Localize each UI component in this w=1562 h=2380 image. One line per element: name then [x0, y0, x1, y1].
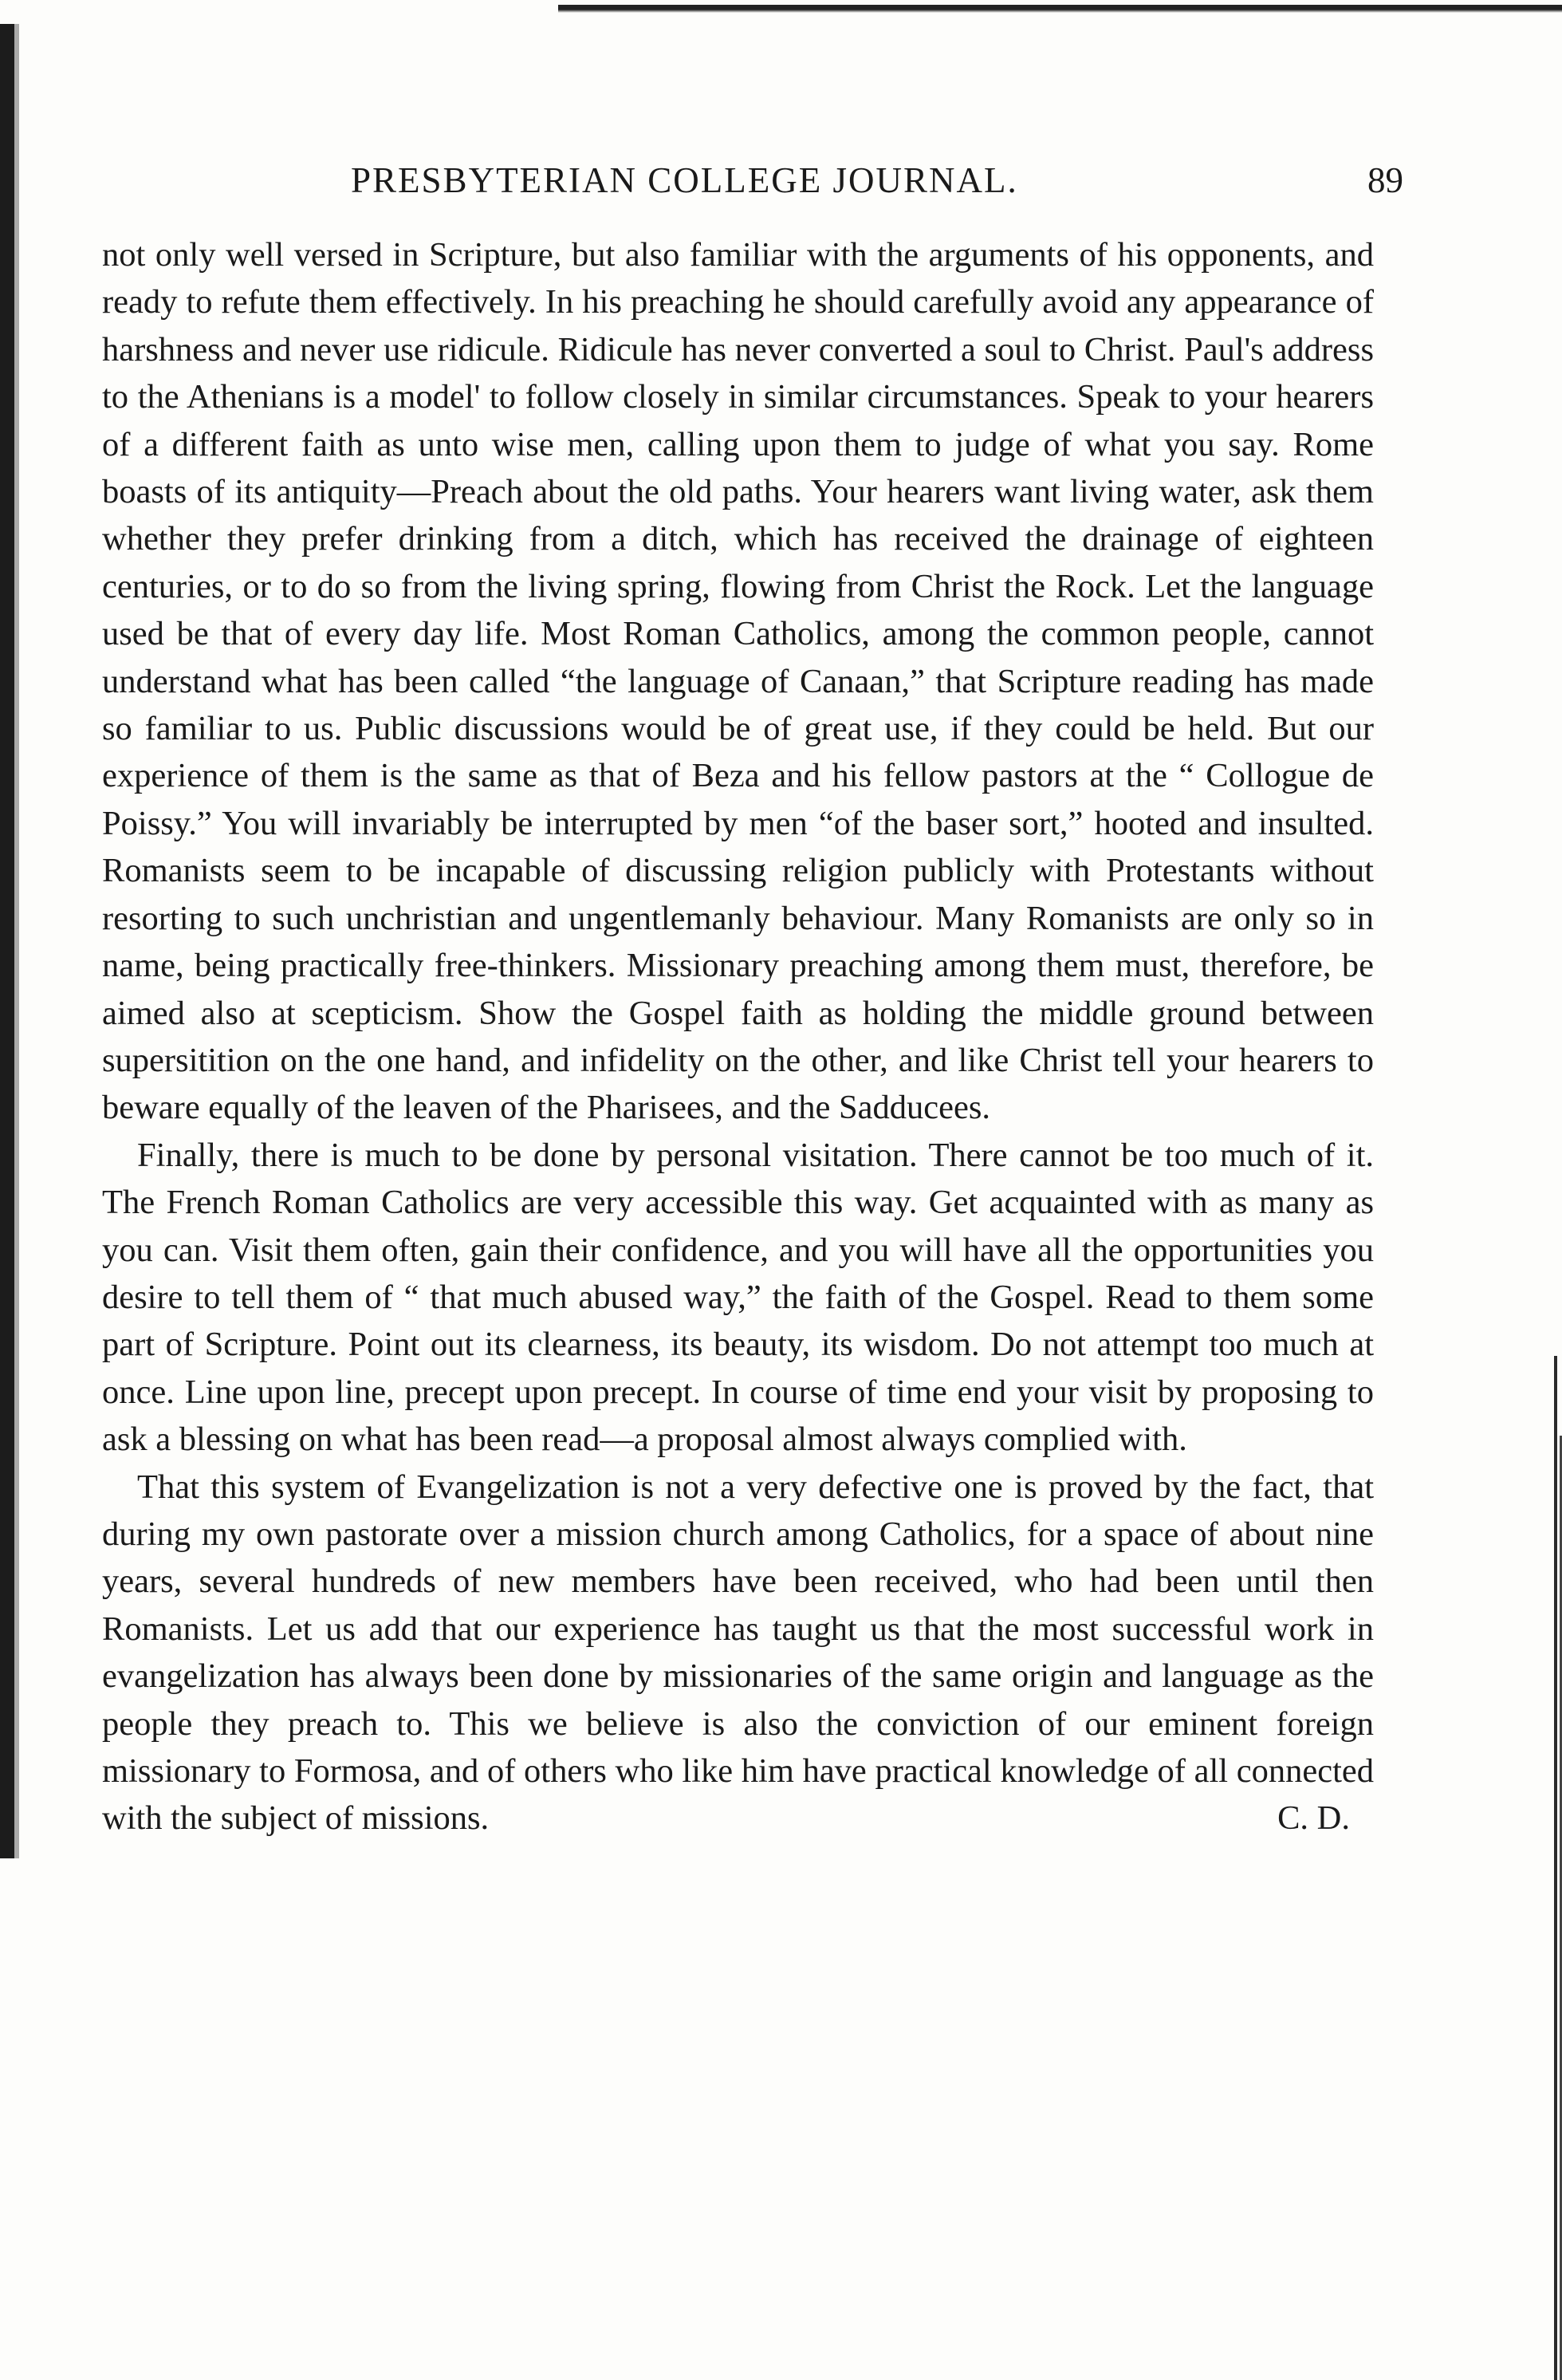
- scan-left-edge-shadow: [14, 24, 19, 1858]
- paragraph-2: Finally, there is much to be done by personal visitation. There cannot be too much of it. The French Roman Catholics are very accessible this way. Get acquainted with as many as you can. Visit them often, gain their confidence, and you will have all the opportunities you desire to tell them of “ that much abused way,” the faith of the Gospel. Read to them some part of Scripture. Point out its clearness, its beauty, its wisdom. Do not attempt too much at once. Line upon line, precept upon precept. In course of time end your visit by proposing to ask a blessing on what has been read—a proposal almost always complied with.: [102, 1136, 1374, 1459]
- page-number: 89: [1367, 160, 1403, 200]
- scan-top-rule: [558, 5, 1562, 13]
- page-header: [351, 160, 1403, 207]
- scan-right-edge: [1554, 1356, 1557, 2380]
- scan-left-edge: [0, 24, 14, 1858]
- paragraph-1: not only well versed in Scripture, but also familiar with the arguments of his opponents, and ready to refute them effectively. In his preaching he should carefully avoid any appearance of harshness and never use ridicule. Ridicule has never converted a soul to Christ. Paul's address to the Athenians is a model' to follow closely in similar circumstances. Speak to your hearers of a different faith as unto wise men, calling upon them to judge of what you say. Rome boasts of its antiquity—Preach about the old paths. Your hearers want living water, ask them whether they prefer drinking from a ditch, which has received the drainage of eighteen centuries, or to do so from the living spring, flowing from Christ the Rock. Let the language used be that of every day life. Most Roman Catholics, among the common people, cannot understand what has been called “the language of Canaan,” that Scripture reading has made so familiar to us. Public discussions would be of great use, if they could be held. But our experience of them is the same as that of Beza and his fellow pastors at the “ Collogue de Poissy.” You will invariably be interrupted by men “of the baser sort,” hooted and insulted. Romanists seem to be incapable of discussing religion publicly with Protestants without resorting to such unchristian and ungentlemanly behaviour. Many Romanists are only so in name, being practically free-thinkers. Missionary preaching among them must, therefore, be aimed also at scepticism. Show the Gospel faith as holding the middle ground between supersitition on the one hand, and infidelity on the other, and like Christ tell your hearers to beware equally of the leaven of the Pharisees, and the Sadducees.: [102, 236, 1374, 1127]
- signature: C. D.: [1277, 1799, 1350, 1838]
- paragraph-3-container: [102, 1464, 1374, 1842]
- article-body: [102, 231, 1374, 1842]
- paragraph-3: [102, 1464, 1374, 1842]
- paragraph-3-text: That this system of Evangelization is not a very defective one is proved by the fact, that during my own pastorate over a mission church among Catholics, for a space of about nine years, several hundreds of new members have been received, who had been until then Romanists. Let us add that our experience has taught us that the most successful work in evangelization has always been done by missionaries of the same origin and language as the people they preach to. This we believe is also the conviction of our eminent foreign missionary to Formosa, and of others who like him have practical knowledge of all connected with the subject of missions.: [102, 1468, 1374, 1838]
- running-head: PRESBYTERIAN COLLEGE JOURNAL.: [351, 160, 1018, 200]
